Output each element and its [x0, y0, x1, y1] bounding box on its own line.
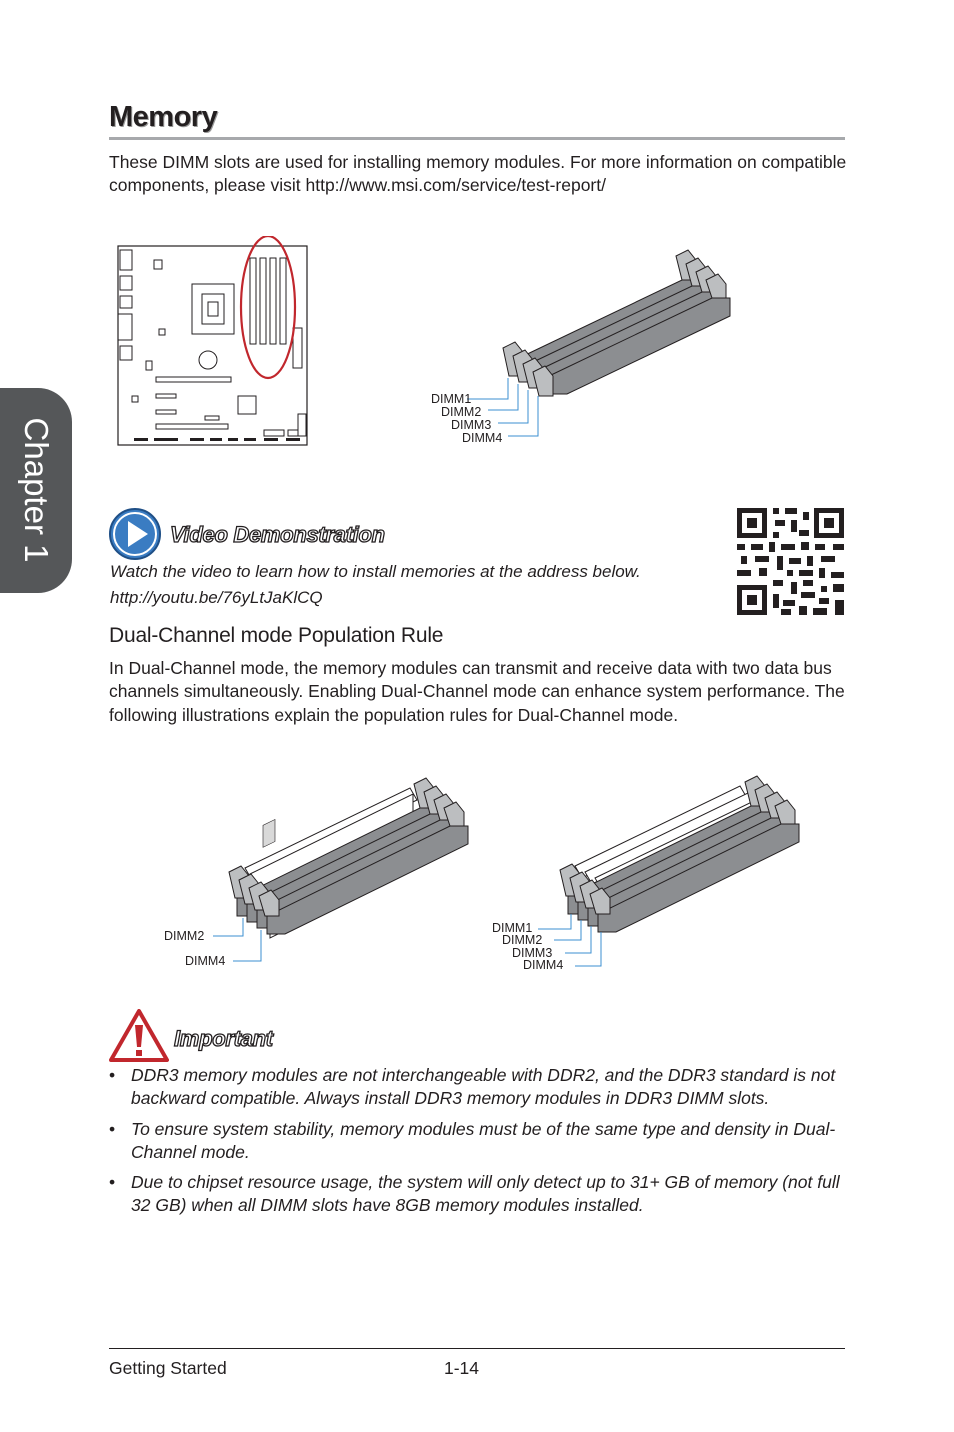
list-item: [109, 1118, 847, 1165]
list-item: [109, 1171, 847, 1218]
video-section-title: Video Demonstration: [170, 522, 385, 547]
list-item-text: DDR3 memory modules are not interchangeable with DDR2, and the DDR3 standard is not backward compatible. Always install DDR3 memory modules in DDR3 DIMM slots.: [131, 1065, 836, 1109]
slot-label-dimm1: DIMM1: [431, 392, 472, 406]
four-module-illustration: [560, 776, 799, 932]
important-list: [109, 1064, 847, 1225]
chapter-tab-label: Chapter 1: [18, 417, 55, 563]
dual-channel-title: Dual-Channel mode Population Rule: [109, 624, 444, 647]
qr-code-image: [737, 508, 844, 615]
two-module-label-dimm4: DIMM4: [185, 954, 226, 968]
four-module-label-dimm1: DIMM1: [492, 921, 533, 935]
play-icon[interactable]: [108, 507, 164, 563]
important-title: Important: [174, 1026, 273, 1051]
dual-channel-figure: [155, 768, 805, 983]
title-divider: [109, 137, 845, 140]
four-module-label-dimm2: DIMM2: [502, 933, 543, 947]
dual-channel-description: In Dual-Channel mode, the memory modules can transmit and receive data with two data bus channels simultaneously. Enabling Dual-Channel mode can enhance system performance. The following illustrations explain the population rules for Dual-Channel mode.: [109, 658, 845, 725]
warning-icon: [109, 1009, 169, 1063]
four-module-label-dimm3: DIMM3: [512, 946, 553, 960]
page-title: Memory: [109, 101, 218, 133]
four-module-label-dimm4: DIMM4: [523, 958, 564, 972]
slot-label-dimm3: DIMM3: [451, 418, 492, 432]
video-description: [110, 559, 720, 611]
bullet-icon: •: [109, 1118, 116, 1139]
list-item-text: To ensure system stability, memory modules must be of the same type and density in Dual-Channel mode.: [131, 1118, 836, 1162]
two-module-label-dimm2: DIMM2: [164, 929, 205, 943]
list-item-text: Due to chipset resource usage, the system will only detect up to 31+ GB of memory (not full 32 GB) when all DIMM slots have 8GB memory modules installed.: [131, 1172, 840, 1216]
bullet-icon: •: [109, 1065, 116, 1085]
slot-label-dimm4: DIMM4: [462, 431, 503, 445]
bullet-icon: •: [109, 1172, 116, 1193]
footer-divider: [109, 1348, 845, 1349]
page-number: 1-14: [444, 1358, 480, 1378]
motherboard-illustration: [118, 236, 307, 445]
video-link[interactable]: http://youtu.be/76yLtJaKlCQ: [110, 588, 323, 607]
dimm-slots-illustration: [503, 250, 730, 396]
chapter-tab: [0, 388, 72, 593]
two-module-illustration: [229, 778, 468, 938]
footer-section-name: Getting Started: [109, 1358, 227, 1378]
memory-slot-figure: [110, 236, 750, 451]
slot-label-dimm2: DIMM2: [441, 405, 482, 419]
video-description-text: Watch the video to learn how to install memories at the address below.: [110, 562, 641, 581]
list-item: [109, 1064, 847, 1111]
intro-paragraph: These DIMM slots are used for installing memory modules. For more information on compatible components, please visit http://www.msi.com/service/test-report/: [109, 152, 847, 196]
